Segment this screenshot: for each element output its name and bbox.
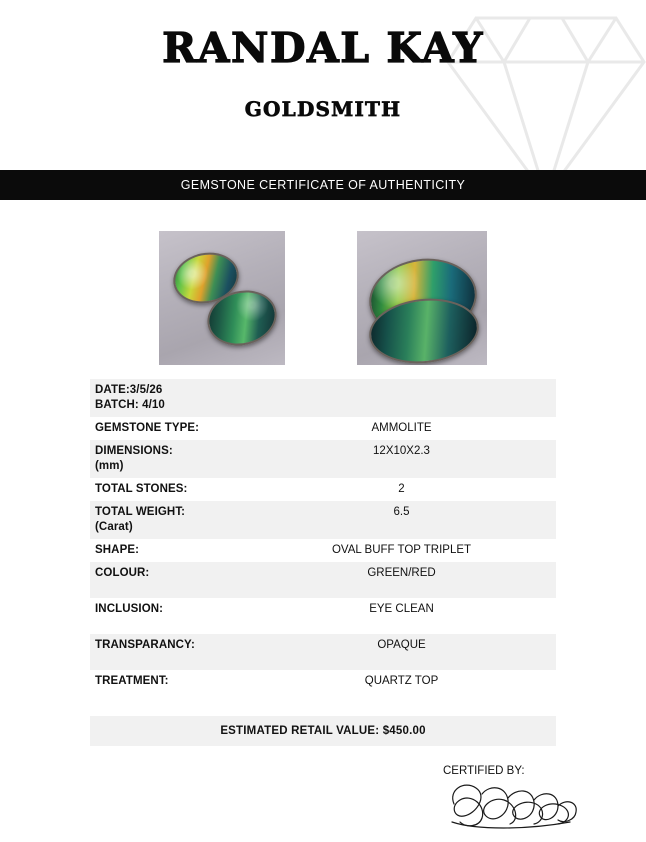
row-value: OPAQUE bbox=[377, 639, 426, 651]
signature bbox=[446, 776, 581, 832]
table-row bbox=[90, 440, 556, 478]
row-label: TREATMENT: bbox=[95, 675, 169, 687]
details-table bbox=[90, 379, 556, 746]
row-label: SHAPE: bbox=[95, 544, 140, 556]
document-header bbox=[0, 0, 646, 121]
gemstone-photo-1 bbox=[159, 231, 285, 365]
page-title: RANDAL KAY bbox=[162, 24, 484, 72]
row-label: INCLUSION: bbox=[95, 603, 164, 615]
table-row bbox=[90, 478, 556, 501]
estimated-retail-value-text: ESTIMATED RETAIL VALUE: $450.00 bbox=[220, 725, 426, 737]
table-row bbox=[90, 634, 556, 670]
page-subtitle: GOLDSMITH bbox=[244, 97, 402, 122]
table-row bbox=[90, 539, 556, 562]
row-label: TRANSPARANCY: bbox=[95, 639, 195, 651]
row-label-main: TOTAL WEIGHT: bbox=[95, 506, 186, 518]
row-value: QUARTZ TOP bbox=[364, 675, 439, 687]
certified-by-label: CERTIFIED BY: bbox=[443, 765, 525, 777]
row-value: GREEN/RED bbox=[367, 567, 436, 579]
gemstone-photo-2 bbox=[357, 231, 487, 365]
row-label-sub: (mm) bbox=[95, 460, 124, 472]
row-value: EYE CLEAN bbox=[369, 603, 434, 615]
date-label: DATE:3/5/26 bbox=[95, 384, 163, 396]
batch-label: BATCH: 4/10 bbox=[95, 399, 165, 411]
table-row bbox=[90, 417, 556, 440]
row-value: 6.5 bbox=[393, 506, 410, 518]
gemstone-photos bbox=[0, 231, 646, 365]
table-row bbox=[90, 501, 556, 539]
estimated-retail-value bbox=[90, 716, 556, 746]
row-label: COLOUR: bbox=[95, 567, 150, 579]
row-label: GEMSTONE TYPE: bbox=[95, 422, 200, 434]
row-label-sub: (Carat) bbox=[95, 521, 133, 533]
table-row bbox=[90, 670, 556, 706]
row-label bbox=[95, 505, 273, 535]
date-batch-label bbox=[95, 383, 165, 413]
certificate-banner-text: GEMSTONE CERTIFICATE OF AUTHENTICITY bbox=[180, 178, 466, 192]
row-value: 2 bbox=[398, 483, 405, 495]
table-row bbox=[90, 562, 556, 598]
row-label: TOTAL STONES: bbox=[95, 483, 188, 495]
row-label-main: DIMENSIONS: bbox=[95, 445, 173, 457]
row-label bbox=[95, 444, 273, 474]
table-row-date bbox=[90, 379, 556, 417]
table-row bbox=[90, 598, 556, 634]
row-value: OVAL BUFF TOP TRIPLET bbox=[331, 544, 472, 556]
row-value: AMMOLITE bbox=[371, 422, 432, 434]
row-value: 12X10X2.3 bbox=[373, 445, 430, 457]
certificate-banner bbox=[0, 170, 646, 200]
